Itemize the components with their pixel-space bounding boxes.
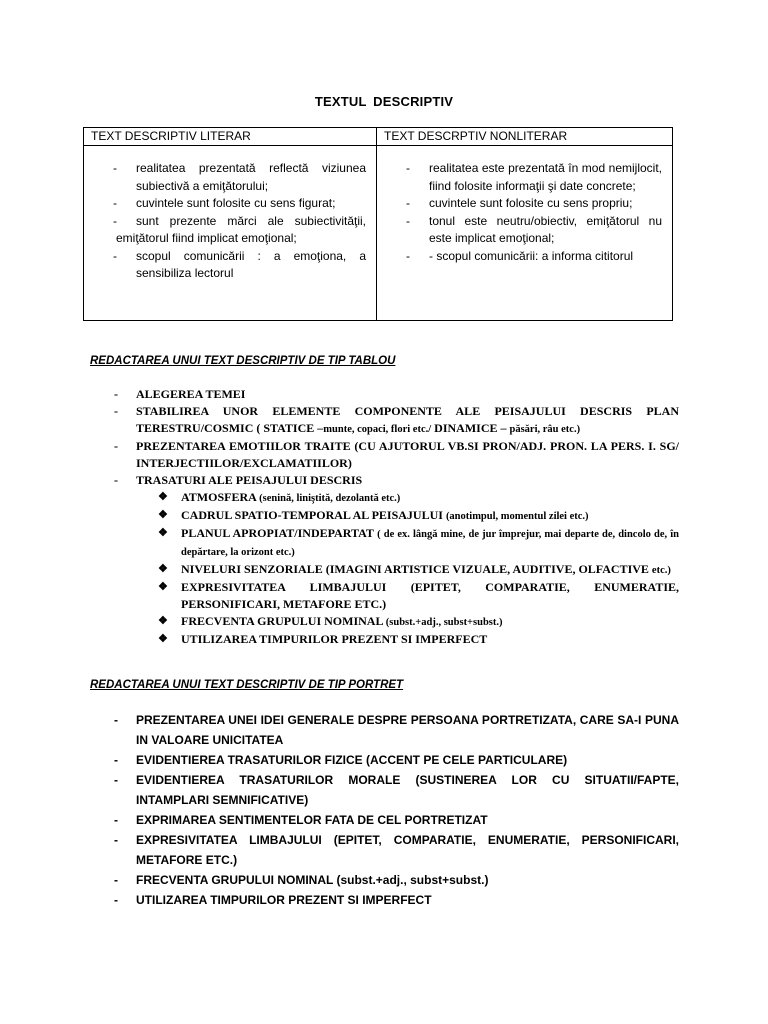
portret-heading: REDACTAREA UNUI TEXT DESCRIPTIV DE TIP PORTRET (90, 679, 404, 691)
tablou-list (114, 386, 679, 648)
diamond-bullet-icon: ❖ (158, 633, 168, 645)
list-item: - UTILIZAREA TIMPURILOR PREZENT SI IMPERFECT (114, 893, 432, 907)
comparison-table (83, 127, 673, 321)
sub-item: ❖ ATMOSFERA (senină, liniştită, dezolantă etc.) (158, 490, 401, 504)
literar-item: - realitatea prezentată reflectă viziunea subiectivă a emiţătorului; (113, 161, 366, 193)
list-item: - PREZENTAREA EMOTIILOR TRAITE (CU AJUTORUL VB.SI PRON/ADJ. PRON. LA PERS. I. SG/ INTERJECTIILOR/EXCLAMATIILOR) (114, 439, 679, 470)
literar-item: - cuvintele sunt folosite cu sens figurat; (113, 196, 336, 210)
sub-item: ❖ NIVELURI SENZORIALE (IMAGINI ARTISTICE VIZUALE, AUDITIVE, OLFACTIVE etc.) (158, 562, 671, 576)
diamond-bullet-icon: ❖ (158, 581, 168, 593)
table-header-row (84, 128, 673, 146)
list-item: - PREZENTAREA UNEI IDEI GENERALE DESPRE PERSOANA PORTRETIZATA, CARE SA-I PUNA IN VALOARE UNICITATEA (114, 713, 679, 747)
diamond-bullet-icon: ❖ (158, 563, 168, 575)
cell-nonliterar (377, 146, 673, 321)
list-item: - EXPRESIVITATEA LIMBAJULUI (EPITET, COMPARATIE, ENUMERATIE, PERSONIFICARI, METAFORE ETC.) (114, 833, 679, 867)
nonliterar-item: - cuvintele sunt folosite cu sens propriu; (406, 196, 633, 210)
sub-item: ❖ FRECVENTA GRUPULUI NOMINAL (subst.+adj., subst+subst.) (158, 614, 503, 628)
literar-item: - scopul comunicării : a emoţiona, a sensibiliza lectorul (113, 248, 366, 280)
list-item: - TRASATURI ALE PEISAJULUI DESCRIS (114, 473, 363, 487)
cell-literar (84, 146, 377, 321)
sub-item: ❖ UTILIZAREA TIMPURILOR PREZENT SI IMPERFECT (158, 632, 488, 646)
header-literar: TEXT DESCRIPTIV LITERAR (84, 128, 377, 146)
diamond-bullet-icon: ❖ (158, 509, 168, 521)
tablou-heading: REDACTAREA UNUI TEXT DESCRIPTIV DE TIP TABLOU (90, 355, 396, 367)
document-title: TEXTUL DESCRIPTIV (314, 94, 454, 109)
diamond-bullet-icon: ❖ (158, 491, 168, 503)
table-body-row (84, 146, 673, 321)
literar-item: - sunt prezente mărci ale subiectivităţii, emiţătorul fiind implicat emoţional; (113, 213, 366, 245)
list-item: - FRECVENTA GRUPULUI NOMINAL (subst.+adj., subst+subst.) (114, 873, 489, 887)
nonliterar-item: - tonul este neutru/obiectiv, emiţătorul nu este implicat emoţional; (406, 213, 662, 245)
list-item: - EVIDENTIEREA TRASATURILOR MORALE (SUSTINEREA LOR CU SITUATII/FAPTE, INTAMPLARI SEMNIFICATIVE) (114, 773, 679, 807)
sub-item: ❖ PLANUL APROPIAT/INDEPARTAT ( de ex. lângă mine, de jur împrejur, mai departe de, dincolo de, în depărtare, la orizont etc.) (158, 526, 679, 558)
list-item: - EVIDENTIEREA TRASATURILOR FIZICE (ACCENT PE CELE PARTICULARE) (114, 753, 568, 767)
list-item: - ALEGEREA TEMEI (114, 387, 246, 401)
list-item: - EXPRIMAREA SENTIMENTELOR FATA DE CEL PORTRETIZAT (114, 813, 488, 827)
list-item: - STABILIREA UNOR ELEMENTE COMPONENTE ALE PEISAJULUI DESCRIS PLAN TERESTRU/COSMIC ( STATICE –munte, copaci, flori etc./ DINAMICE – păsări, râu etc.) (114, 404, 679, 435)
nonliterar-item: - - scopul comunicării: a informa cititorul (406, 248, 634, 263)
diamond-bullet-icon: ❖ (158, 527, 168, 539)
sub-item: ❖ EXPRESIVITATEA LIMBAJULUI (EPITET, COMPARATIE, ENUMERATIE, PERSONIFICARI, METAFORE ETC.) (158, 580, 679, 611)
diamond-bullet-icon: ❖ (158, 615, 168, 627)
portret-list (114, 710, 679, 910)
header-nonliterar: TEXT DESCRPTIV NONLITERAR (377, 128, 673, 146)
nonliterar-item: - realitatea este prezentată în mod nemijlocit, fiind folosite informaţii şi date concrete; (406, 161, 662, 193)
sub-item: ❖ CADRUL SPATIO-TEMPORAL AL PEISAJULUI (anotimpul, momentul zilei etc.) (158, 508, 589, 522)
